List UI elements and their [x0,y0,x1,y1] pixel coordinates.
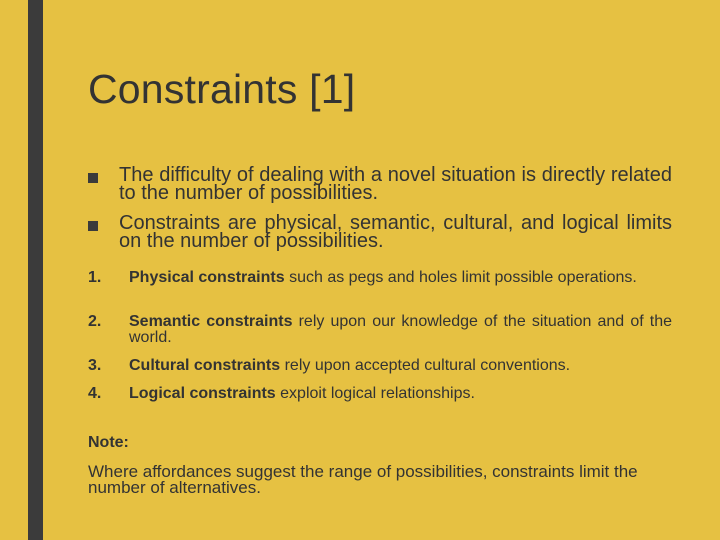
square-bullet-icon [88,221,98,231]
note-label: Note: [88,434,129,451]
numbered-item [88,314,672,358]
item-term: Physical constraints [129,269,285,286]
numbered-list [88,270,672,402]
item-description: rely upon accepted cultural conventions. [280,357,571,374]
item-number: 3. [88,357,102,374]
item-term: Logical constraints [129,385,276,402]
item-description: such as pegs and holes limit possible operations. [284,269,637,286]
item-term: Cultural constraints [129,357,281,374]
item-number: 2. [88,313,102,330]
bullet-item [88,166,672,202]
bullet-text: The difficulty of dealing with a novel situation is directly related to the number of possibilities. [119,164,672,204]
note-text: Where affordances suggest the range of possibilities, constraints limit the number of alternatives. [88,462,638,497]
item-number: 4. [88,385,102,402]
numbered-item [88,358,672,386]
numbered-item [88,270,672,314]
bullet-text: Constraints are physical, semantic, cultural, and logical limits on the number of possibilities. [119,212,672,252]
numbered-item [88,386,672,402]
item-number: 1. [88,269,102,286]
item-description: exploit logical relationships. [275,385,475,402]
side-accent-bar [28,0,43,540]
item-description: rely upon our knowledge of the situation and of the world. [129,313,673,346]
bullet-item [88,214,672,250]
slide-title: Constraints [1] [88,66,356,112]
bullet-list [88,166,672,262]
item-term: Semantic constraints [129,313,293,330]
square-bullet-icon [88,173,98,183]
